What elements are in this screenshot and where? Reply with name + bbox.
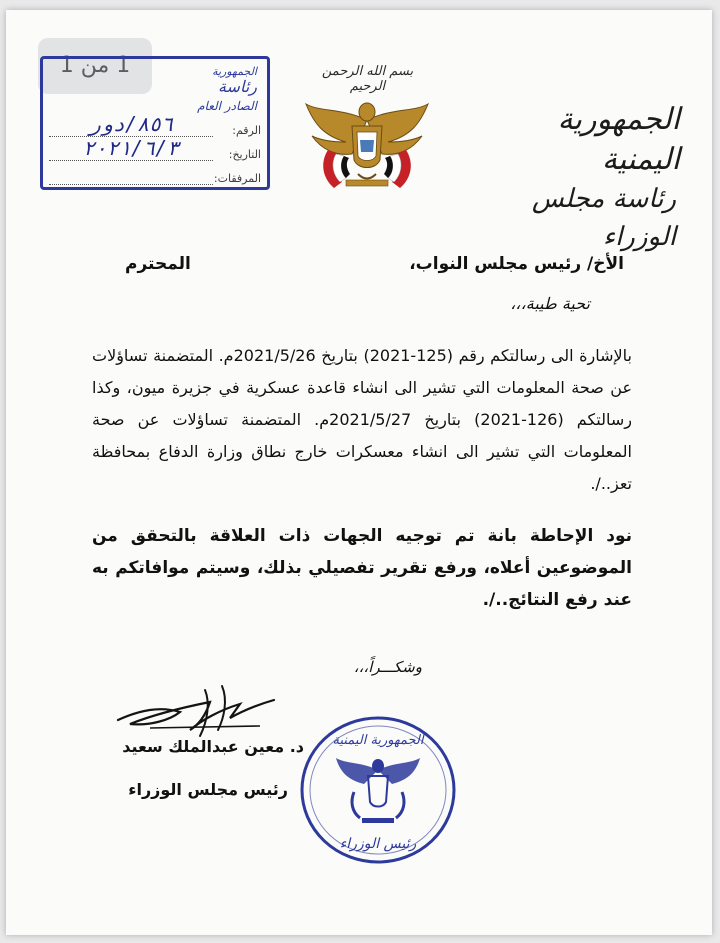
handwritten-signature-icon (110, 680, 280, 740)
stamp-date-value: ٢٠٢١/٦/٣ (49, 136, 213, 161)
seal-bottom-text: رئيس الوزراء (339, 836, 417, 852)
stamp-presidency: رئاسة (217, 77, 257, 96)
stamp-number-label: الرقم: (232, 124, 261, 137)
greeting: تحية طيبة،،، (510, 294, 590, 313)
page-indicator: 1 من 1 (38, 38, 152, 94)
stamp-registry: الصادر العام (197, 99, 257, 113)
official-seal-icon (298, 714, 458, 866)
stamp-date-row (49, 136, 261, 161)
stamp-number-row (49, 112, 261, 137)
letterhead-presidency: رئاسة مجلس الوزراء (531, 184, 676, 252)
seal-top-text: الجمهورية اليمنية (332, 733, 424, 748)
registry-stamp (40, 56, 270, 190)
stamp-attachments-value (49, 184, 213, 185)
yemen-emblem-icon (302, 90, 432, 200)
addressee: الأخ/ رئيس مجلس النواب، (409, 254, 624, 274)
stamp-attachments-row (49, 163, 261, 185)
signer-name: د. معين عبدالملك سعيد (122, 737, 304, 756)
stamp-gov: الجمهورية (212, 65, 257, 78)
signer-title: رئيس مجلس الوزراء (128, 780, 288, 799)
stamp-attachments-label: المرفقات: (213, 172, 261, 185)
stamp-number-value: ٨٥٦/دور (49, 112, 213, 137)
closing-thanks: وشكـــراً،،، (353, 658, 422, 676)
body-paragraph-1: بالإشارة الى رسالتكم رقم (125-2021) بتاريخ 2021/5/26م. المتضمنة تساؤلات عن صحة المعلومات التي تشير الى انشاء قاعدة عسكرية في جزيرة ميون، وكذا رسالتكم (126-2021) بتاريخ 2021/5/27م. المتضمنة تساؤلات عن صحة المعلومات التي تشير الى انشاء معسكرات خارج نطاق وزارة الدفاع بمحافظة تعز../. (92, 346, 633, 493)
letterhead-gov: الجمهورية اليمنية (557, 102, 680, 177)
honorific: المحترم (125, 254, 191, 274)
body-paragraph-2: نود الإحاطة بانة تم توجيه الجهات ذات العلاقة بالتحقق من الموضوعين أعلاه، ورفع تقرير تفصيلي بذلك، وسيتم موافاتكم به عند رفع النتائج../. (92, 526, 632, 610)
stamp-date-label: التاريخ: (228, 148, 261, 161)
basmala: بسم الله الرحمن الرحيم (321, 64, 414, 94)
letterhead (480, 100, 680, 256)
